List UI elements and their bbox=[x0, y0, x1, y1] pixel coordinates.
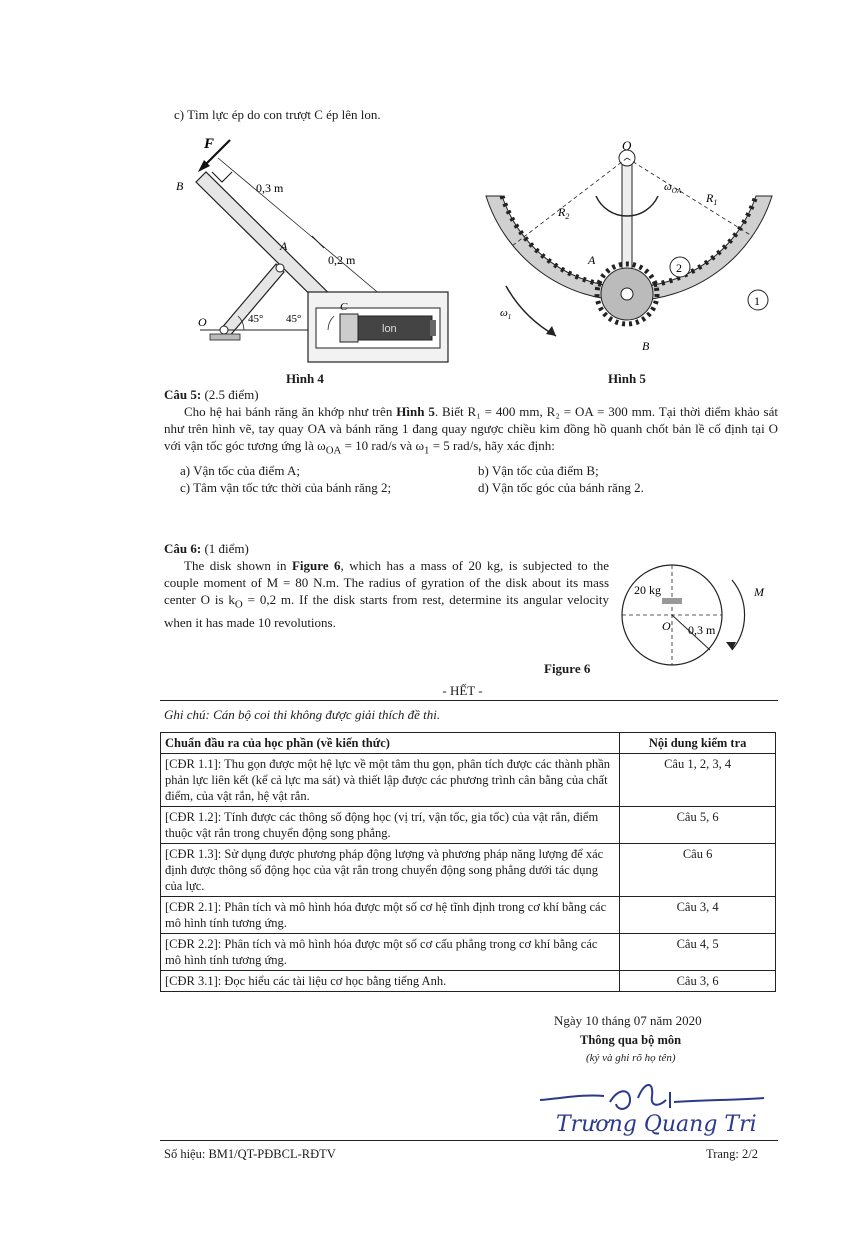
fig6-o: O bbox=[662, 619, 671, 633]
table-cell-left: [CĐR 1.2]: Tính được các thông số động học (vị trí, vận tốc, gia tốc) của vật rắn, điểm thuộc vật rắn trong chuyển động song phẳng. bbox=[161, 807, 620, 844]
table-cell-right: Câu 4, 5 bbox=[620, 934, 776, 971]
fig6-radius: 0,3 m bbox=[688, 623, 716, 637]
angle-label-1: 45° bbox=[248, 313, 264, 325]
signer-name: Trương Quang Tri bbox=[556, 1112, 757, 1137]
label-omega-oa: $\omega_{OA}$ bbox=[664, 181, 682, 195]
q5-part-d: d) Vận tốc góc của bánh răng 2. bbox=[478, 479, 644, 495]
label-o: O bbox=[198, 315, 207, 329]
label-o5: O bbox=[622, 138, 632, 153]
fig6-m: M bbox=[754, 585, 764, 599]
label-c: C bbox=[340, 301, 348, 313]
pin-o bbox=[220, 326, 228, 334]
omega-1-arrow bbox=[506, 286, 556, 336]
table-header-left: Chuẩn đầu ra của học phần (về kiến thức) bbox=[161, 733, 620, 754]
table-row bbox=[161, 754, 776, 807]
table-cell-left: [CĐR 2.2]: Phân tích và mô hình hóa được một số cơ cấu phẳng trong cơ khí bằng các mô hình tính tương ứng. bbox=[161, 934, 620, 971]
table-cell-right: Câu 5, 6 bbox=[620, 807, 776, 844]
question-5 bbox=[164, 386, 778, 496]
table-row bbox=[161, 971, 776, 992]
link-rod bbox=[220, 264, 284, 338]
dim-line-2 bbox=[318, 242, 382, 296]
can-cap bbox=[430, 320, 436, 336]
q5-heading: Câu 5: (2.5 điểm) bbox=[164, 387, 259, 402]
question-c-text: c) Tìm lực ép do con trượt C ép lên lon. bbox=[174, 107, 381, 122]
table-row bbox=[161, 897, 776, 934]
dim-label-1: 0,3 m bbox=[256, 181, 284, 195]
table-cell-left: [CĐR 1.3]: Sử dụng được phương pháp động lượng và phương pháp năng lượng để xác định được thông số động học của vật rắn trong chuyển động song phẳng dưới tác dụng của lực. bbox=[161, 844, 620, 897]
table-row bbox=[161, 844, 776, 897]
footer-rule bbox=[160, 1140, 778, 1141]
q6-body: The disk shown in Figure 6, which has a mass of 20 kg, is subjected to the couple moment of M = 80 N.m. The radius of gyration of the disk about its mass center O is $k_O = 0,2$ m. If the disk starts from rest, determine its angular velocity when it has made 10 revolutions. bbox=[164, 558, 610, 630]
table-cell-left: [CĐR 2.1]: Phân tích và mô hình hóa được một số cơ hệ tĩnh định trong cơ khí bằng các mô hình tính tương ứng. bbox=[161, 897, 620, 934]
label-b5: B bbox=[642, 339, 650, 353]
figure-5 bbox=[476, 136, 786, 371]
radius-r1 bbox=[627, 158, 752, 236]
signature-strokes bbox=[540, 1085, 764, 1109]
fig4-caption: Hình 4 bbox=[286, 371, 324, 386]
label-f: F bbox=[204, 136, 215, 152]
table-cell-left: [CĐR 1.1]: Thu gọn được một hệ lực về một tâm thu gọn, phân tích được các thành phần phản lực liên kết (kể cả lực ma sát) và thiết lập được các phương trình cân bằng của chất điểm, của vật rắn, hệ vật rắn. bbox=[161, 754, 620, 807]
divider bbox=[160, 700, 778, 701]
note: Ghi chú: Cán bộ coi thi không được giải thích đề thi. bbox=[164, 707, 441, 722]
end-mark: - HẾT - bbox=[442, 683, 483, 698]
q5-part-b: b) Vận tốc của điểm B; bbox=[478, 462, 599, 478]
approval-label: Thông qua bộ môn bbox=[580, 1033, 682, 1047]
date-line: Ngày 10 tháng 07 năm 2020 bbox=[554, 1013, 702, 1028]
table-row bbox=[161, 934, 776, 971]
table-header-row bbox=[161, 733, 776, 754]
q5-parts-row-1 bbox=[164, 462, 778, 479]
fig5-caption: Hình 5 bbox=[608, 371, 646, 386]
pin-a bbox=[276, 264, 284, 272]
approval-hint: (ký và ghi rõ họ tên) bbox=[586, 1052, 676, 1064]
disk-pin bbox=[662, 598, 682, 604]
label-r2: $R_2$ bbox=[558, 205, 570, 221]
q5-body: Cho hệ hai bánh răng ăn khớp như trên Hình 5. Biết R₁ = 400 mm, R₂ = OA = 300 mm. Tại thời điểm khảo sát như trên hình vẽ, tay quay OA và bánh răng 1 đang quay ngược chiều kim đồng hồ quanh chốt bản lề cố định tại O với vận tốc góc tương ứng là $\omega_{OA} = 10$ rad/s và $\omega_1 = 5$ rad/s, hãy xác định: bbox=[164, 404, 779, 457]
table-row bbox=[161, 807, 776, 844]
label-omega-1: $\omega_1$ bbox=[500, 307, 512, 321]
cdr-table bbox=[160, 732, 776, 992]
q5-parts-row-2 bbox=[164, 479, 778, 496]
support-o bbox=[210, 334, 240, 340]
table-cell-left: [CĐR 3.1]: Đọc hiểu các tài liệu cơ học bằng tiếng Anh. bbox=[161, 971, 620, 992]
table-cell-right: Câu 3, 4 bbox=[620, 897, 776, 934]
figure-4 bbox=[160, 132, 470, 372]
cdr-table-wrap bbox=[160, 732, 776, 992]
dim-label-2: 0,2 m bbox=[328, 253, 356, 267]
fig6-mass: 20 kg bbox=[634, 583, 661, 597]
can-label: lon bbox=[382, 323, 397, 335]
moment-arrow bbox=[732, 580, 745, 650]
angle-label-2: 45° bbox=[286, 313, 302, 325]
table-cell-right: Câu 1, 2, 3, 4 bbox=[620, 754, 776, 807]
dim-tick bbox=[312, 236, 324, 248]
label-r1: $R_1$ bbox=[706, 191, 718, 207]
slider-c bbox=[340, 314, 358, 342]
question-6 bbox=[164, 540, 609, 631]
fig6-caption: Figure 6 bbox=[544, 661, 591, 676]
figure-6 bbox=[612, 560, 772, 670]
label-b: B bbox=[176, 179, 184, 193]
page-number: Trang: 2/2 bbox=[706, 1147, 758, 1161]
gear-2-hub bbox=[621, 288, 633, 300]
radius-r2 bbox=[512, 158, 627, 246]
q6-heading: Câu 6: (1 điểm) bbox=[164, 541, 249, 556]
label-gear-1: 1 bbox=[754, 294, 760, 308]
q5-part-c: c) Tâm vận tốc tức thời của bánh răng 2; bbox=[180, 479, 392, 495]
label-gear-2: 2 bbox=[676, 261, 682, 275]
table-header-right: Nội dung kiểm tra bbox=[620, 733, 776, 754]
table-cell-right: Câu 6 bbox=[620, 844, 776, 897]
label-a5: A bbox=[588, 253, 596, 267]
table-cell-right: Câu 3, 6 bbox=[620, 971, 776, 992]
label-a: A bbox=[280, 239, 288, 253]
footer-code: Số hiệu: BM1/QT-PĐBCL-RĐTV bbox=[164, 1147, 336, 1161]
q5-part-a: a) Vận tốc của điểm A; bbox=[180, 462, 300, 478]
